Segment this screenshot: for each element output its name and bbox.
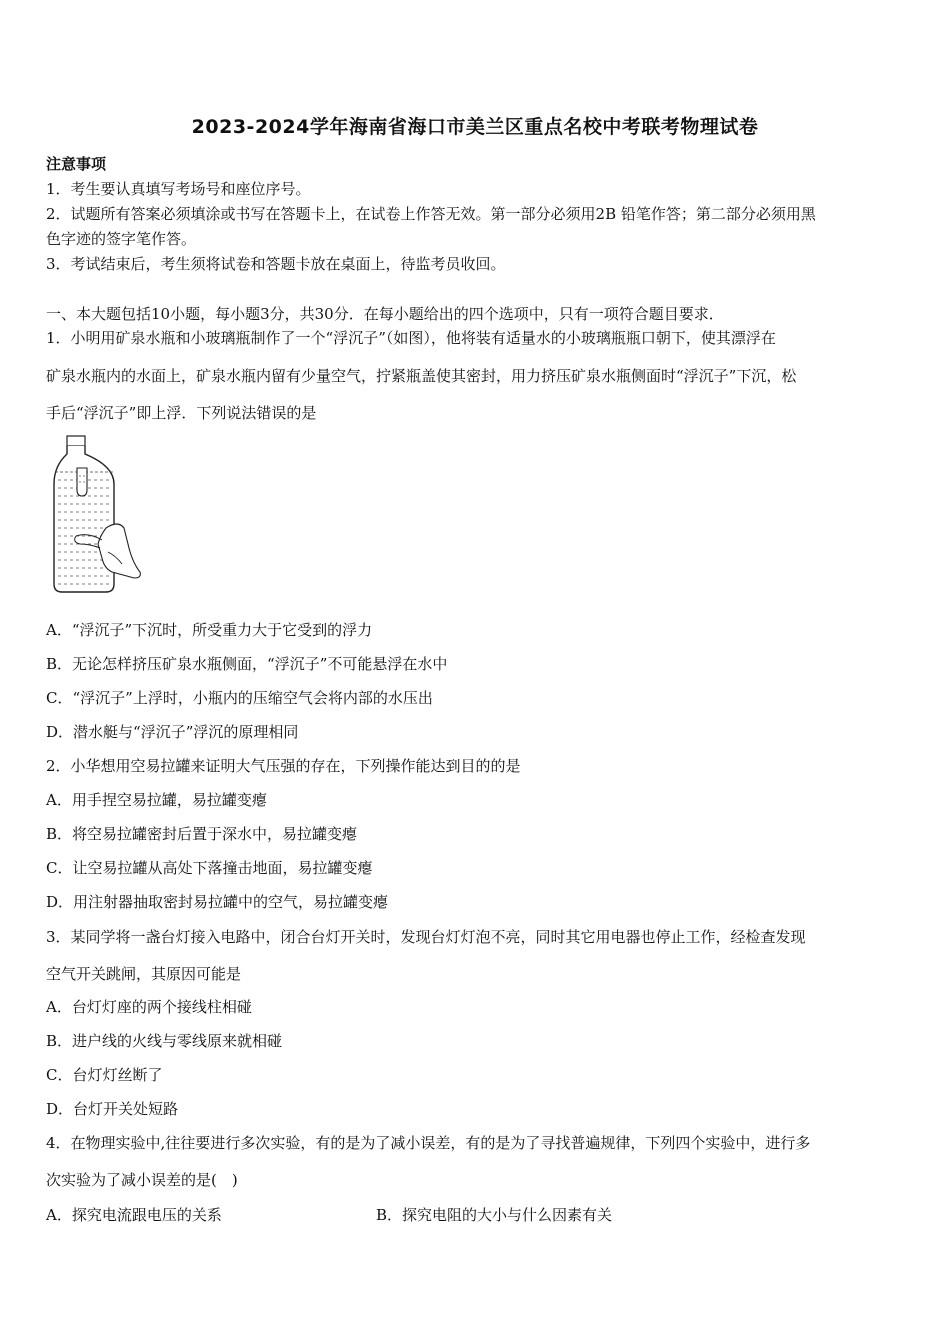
- q2-option-c: C．让空易拉罐从高处下落撞击地面，易拉罐变瘪: [46, 859, 373, 877]
- q4-stem-line-1: 4．在物理实验中,往往要进行多次实验，有的是为了减小误差，有的是为了寻找普遍规律，下列四个实验中，进行多: [46, 1134, 811, 1152]
- q1-option-d: D．潜水艇与“浮沉子”浮沉的原理相同: [46, 723, 299, 741]
- q1-option-c: C．“浮沉子”上浮时，小瓶内的压缩空气会将内部的水压出: [46, 689, 433, 707]
- notice-item-2: 2．试题所有答案必须填涂或书写在答题卡上，在试卷上作答无效。第一部分必须用2B 铅笔作答；第二部分必须用黑: [46, 205, 816, 223]
- cartesian-diver-figure: [46, 432, 146, 597]
- q1-option-b: B．无论怎样挤压矿泉水瓶侧面，“浮沉子”不可能悬浮在水中: [46, 655, 448, 673]
- q3-option-c: C．台灯灯丝断了: [46, 1066, 163, 1084]
- notice-item-3: 3．考试结束后，考生须将试卷和答题卡放在桌面上，待监考员收回。: [46, 255, 506, 273]
- q4-stem-line-2: 次实验为了减小误差的是( ): [46, 1171, 238, 1189]
- q1-stem-line-2: 矿泉水瓶内的水面上，矿泉水瓶内留有少量空气，拧紧瓶盖使其密封，用力挤压矿泉水瓶侧面时“浮沉子”下沉，松: [46, 367, 797, 385]
- q3-stem-line-1: 3．某同学将一盏台灯接入电路中，闭合台灯开关时，发现台灯灯泡不亮，同时其它用电器也停止工作，经检查发现: [46, 928, 806, 946]
- notice-heading: 注意事项: [46, 155, 107, 173]
- notice-item-2-cont: 色字迹的签字笔作答。: [46, 230, 197, 248]
- q3-option-b: B．进户线的火线与零线原来就相碰: [46, 1032, 283, 1050]
- section-heading: 一、本大题包括10小题，每小题3分，共30分．在每小题给出的四个选项中，只有一项符合题目要求．: [46, 305, 724, 323]
- q4-option-a: A．探究电流跟电压的关系: [46, 1206, 222, 1224]
- q1-option-a: A．“浮沉子”下沉时，所受重力大于它受到的浮力: [46, 621, 373, 639]
- q2-option-d: D．用注射器抽取密封易拉罐中的空气，易拉罐变瘪: [46, 893, 389, 911]
- q3-option-a: A．台灯灯座的两个接线柱相碰: [46, 998, 252, 1016]
- page-title: 2023-2024学年海南省海口市美兰区重点名校中考联考物理试卷: [191, 116, 759, 138]
- q3-option-d: D．台灯开关处短路: [46, 1100, 179, 1118]
- q3-stem-line-2: 空气开关跳闸，其原因可能是: [46, 965, 242, 983]
- q1-stem-line-3: 手后“浮沉子”即上浮．下列说法错误的是: [46, 404, 317, 422]
- q2-option-a: A．用手捏空易拉罐，易拉罐变瘪: [46, 791, 267, 809]
- notice-item-1: 1．考生要认真填写考场号和座位序号。: [46, 180, 311, 198]
- q2-option-b: B．将空易拉罐密封后置于深水中，易拉罐变瘪: [46, 825, 358, 843]
- q1-stem-line-1: 1．小明用矿泉水瓶和小玻璃瓶制作了一个“浮沉子”（如图），他将装有适量水的小玻璃瓶瓶口朝下，使其漂浮在: [46, 329, 776, 347]
- q4-option-b: B．探究电阻的大小与什么因素有关: [376, 1206, 613, 1224]
- q2-stem: 2．小华想用空易拉罐来证明大气压强的存在，下列操作能达到目的的是: [46, 757, 521, 775]
